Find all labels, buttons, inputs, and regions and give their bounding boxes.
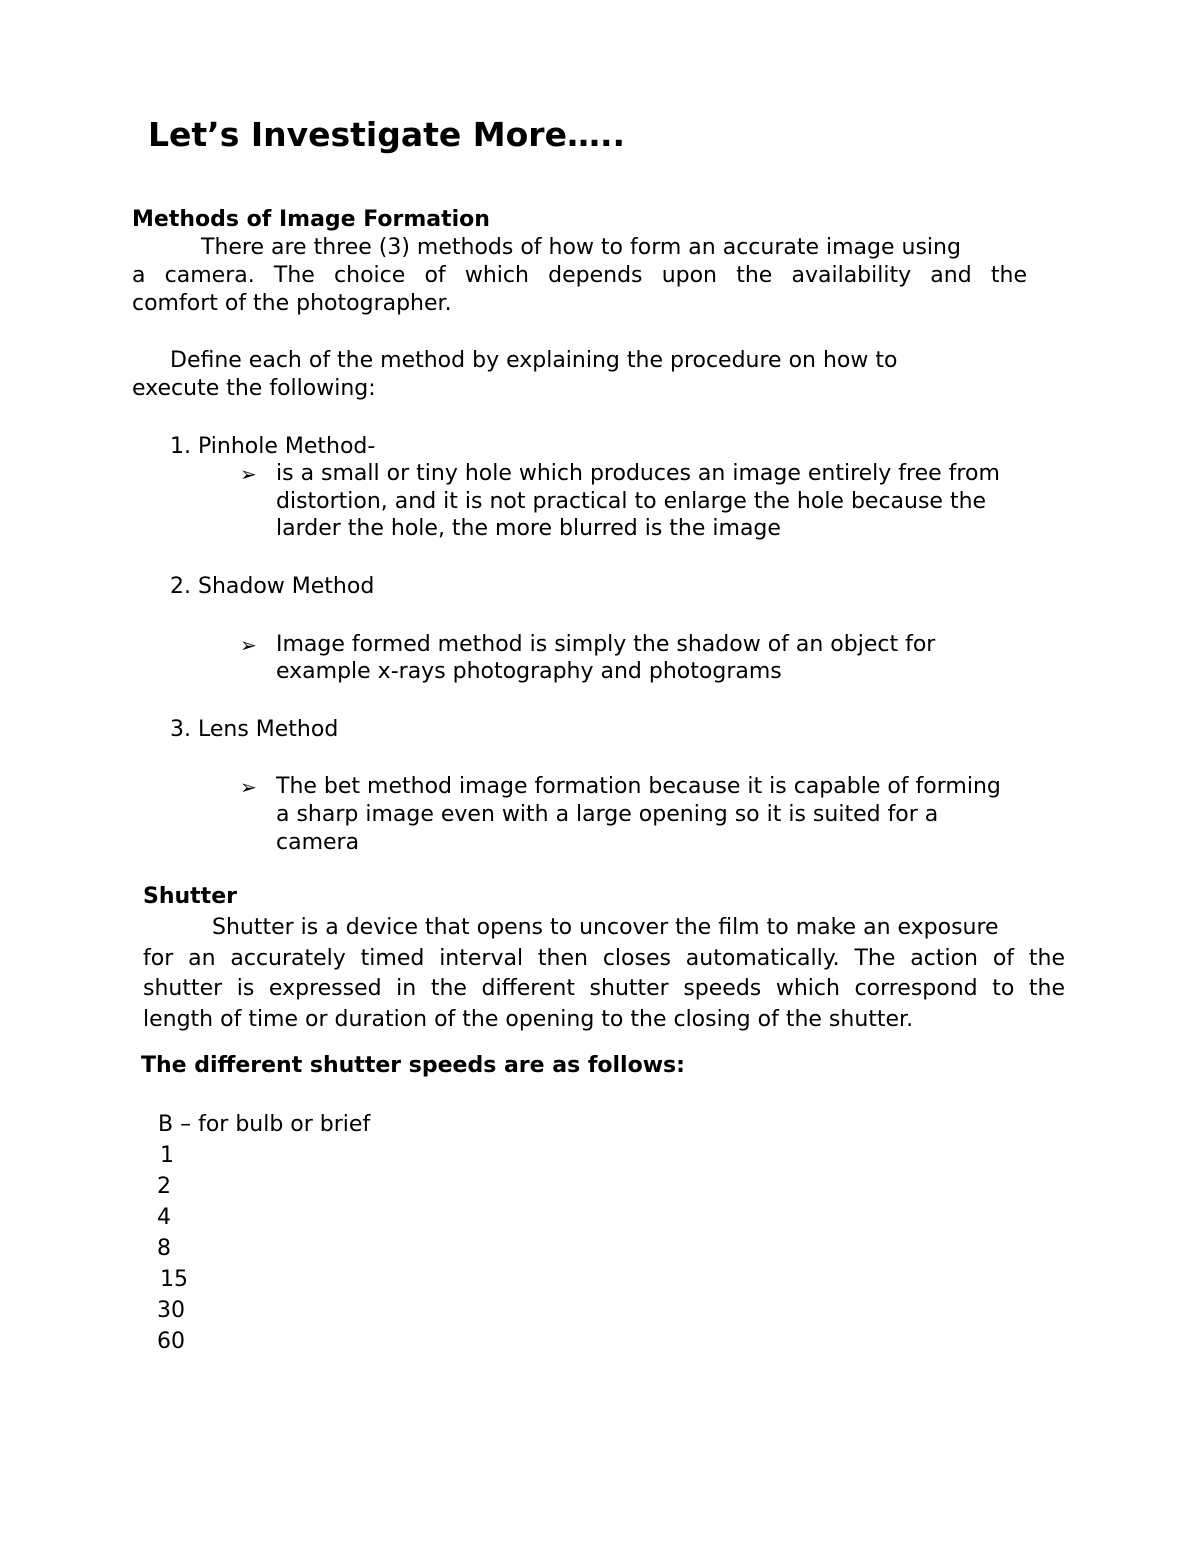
shutter-line-3: shutter is expressed in the different shutter speeds which correspond to the [143,976,1065,1001]
pinhole-bullet-line-3: larder the hole, the more blurred is the image [276,516,781,541]
lens-bullet-line-3: camera [276,830,360,855]
arrow-bullet-icon: ➢ [240,633,257,657]
methods-intro-line-3: comfort of the photographer. [132,291,452,316]
speed-list-item: 15 [160,1267,188,1292]
methods-intro-line-2: a camera. The choice of which depends upon the availability and the [132,263,1027,288]
arrow-bullet-icon: ➢ [240,775,257,799]
method-item-lens-label: 3. Lens Method [170,717,339,742]
page-title: Let’s Investigate More….. [148,115,626,154]
lens-bullet-line-2: a sharp image even with a large opening so it is suited for a [276,802,939,827]
method-item-pinhole-label: 1. Pinhole Method- [170,434,376,459]
speed-list-item: 60 [157,1329,185,1354]
define-line-1: Define each of the method by explaining the procedure on how to [170,348,898,373]
speed-list-item: 2 [157,1174,171,1199]
shadow-bullet-line-2: example x-rays photography and photograms [276,659,782,684]
shadow-bullet-line-1: Image formed method is simply the shadow of an object for [276,632,936,657]
speed-list-item: 30 [157,1298,185,1323]
pinhole-bullet-line-1: is a small or tiny hole which produces an image entirely free from [276,461,1000,486]
shutter-line-1: Shutter is a device that opens to uncover the film to make an exposure [212,915,999,940]
speed-list-item: B – for bulb or brief [158,1112,371,1137]
shutter-line-4: length of time or duration of the opening to the closing of the shutter. [143,1007,914,1032]
arrow-bullet-icon: ➢ [240,462,257,486]
pinhole-bullet-line-2: distortion, and it is not practical to enlarge the hole because the [276,489,987,514]
method-item-shadow-label: 2. Shadow Method [170,574,375,599]
shutter-line-2: for an accurately timed interval then closes automatically. The action of the [143,946,1065,971]
methods-intro-line-1: There are three (3) methods of how to form an accurate image using [201,235,961,260]
define-line-2: execute the following: [132,376,376,401]
lens-bullet-line-1: The bet method image formation because it is capable of forming [276,774,1001,799]
speed-list-item: 4 [157,1205,171,1230]
methods-heading: Methods of Image Formation [132,207,490,232]
speeds-heading: The different shutter speeds are as follows: [141,1053,685,1078]
speed-list-item: 1 [160,1143,174,1168]
speed-list-item: 8 [157,1236,171,1261]
shutter-heading: Shutter [143,884,237,909]
